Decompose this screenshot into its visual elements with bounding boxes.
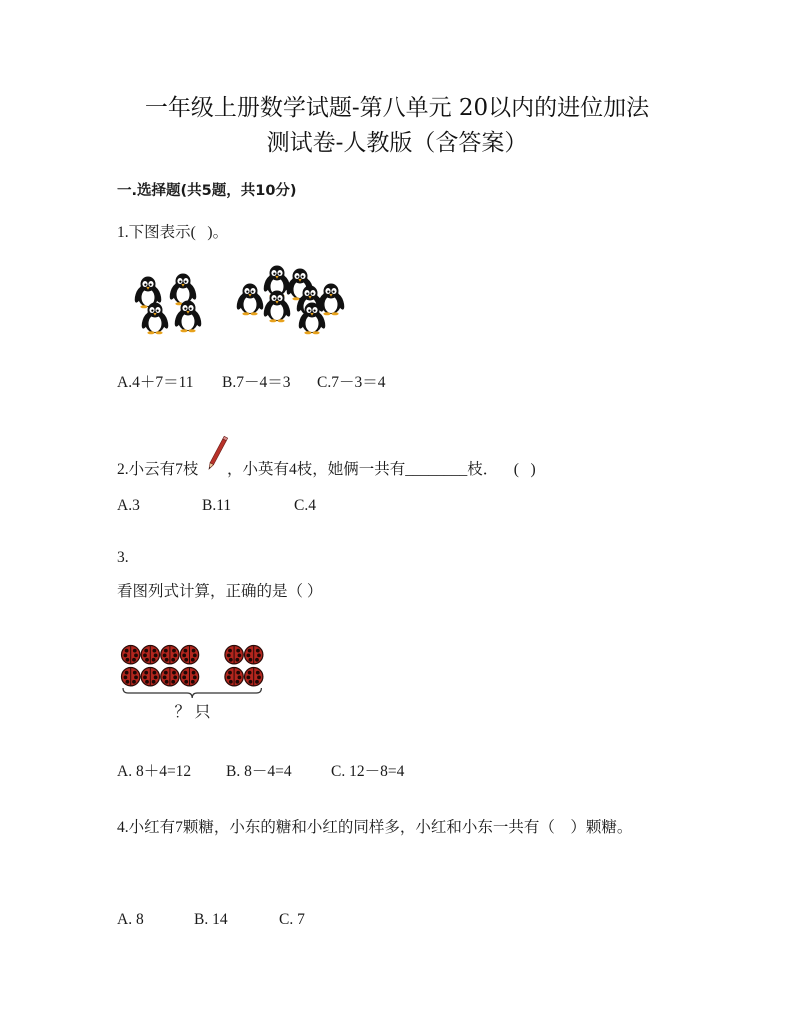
penguin-icon bbox=[262, 291, 292, 323]
ladybug-icon bbox=[180, 646, 198, 664]
option-c: C.7－3＝4 bbox=[317, 374, 386, 391]
section-heading: 一.选择题(共5题，共10分) bbox=[117, 183, 297, 199]
option-c: C. 7 bbox=[279, 911, 305, 928]
option-b: B. 8－4=4 bbox=[226, 763, 292, 780]
ladybug-icon bbox=[225, 668, 243, 686]
brace bbox=[123, 688, 261, 698]
option-a: A.4＋7＝11 bbox=[117, 374, 194, 391]
penguin-figure bbox=[130, 262, 350, 337]
question-stem: 1.下图表示( )。 bbox=[117, 224, 229, 241]
ladybug-icon bbox=[122, 646, 140, 664]
ladybug-icon bbox=[161, 646, 179, 664]
option-b: B.7－4＝3 bbox=[222, 374, 291, 391]
question-stem-start: 2.小云有7枝 bbox=[117, 461, 199, 478]
ladybug-icon bbox=[161, 668, 179, 686]
option-b: B.11 bbox=[202, 497, 232, 514]
question-stem: 看图列式计算，正确的是（ ） bbox=[117, 583, 323, 600]
option-a: A. 8＋4=12 bbox=[117, 763, 192, 780]
option-c: C.4 bbox=[294, 497, 316, 514]
question-stem: 4.小红有7颗糖，小东的糖和小红的同样多，小红和小东一共有（ ）颗糖。 bbox=[117, 819, 633, 836]
ladybug-icon bbox=[141, 646, 159, 664]
option-a: A. 8 bbox=[117, 911, 144, 928]
ladybug-icon bbox=[245, 646, 263, 664]
title-line-1: 一年级上册数学试题-第八单元 20以内的进位加法 bbox=[144, 95, 650, 121]
question-stem-end: ，小英有4枝，她俩一共有________枝． ( ) bbox=[227, 461, 536, 478]
ladybug-icon bbox=[245, 668, 263, 686]
ladybug-icon bbox=[122, 668, 140, 686]
option-b: B. 14 bbox=[194, 911, 228, 928]
penguin-icon bbox=[168, 274, 198, 306]
option-a: A.3 bbox=[117, 497, 140, 514]
penguin-icon bbox=[235, 284, 265, 316]
penguin-icon bbox=[173, 301, 203, 333]
option-c: C. 12－8=4 bbox=[331, 763, 405, 780]
ladybug-icon bbox=[180, 668, 198, 686]
ladybug-icon bbox=[141, 668, 159, 686]
question-number: 3. bbox=[117, 549, 129, 566]
ladybug-icon bbox=[225, 646, 243, 664]
figure-caption: ？ 只 bbox=[174, 704, 211, 721]
ladybug-figure bbox=[118, 640, 273, 702]
title-line-2: 测试卷-人教版（含答案） bbox=[266, 130, 528, 156]
